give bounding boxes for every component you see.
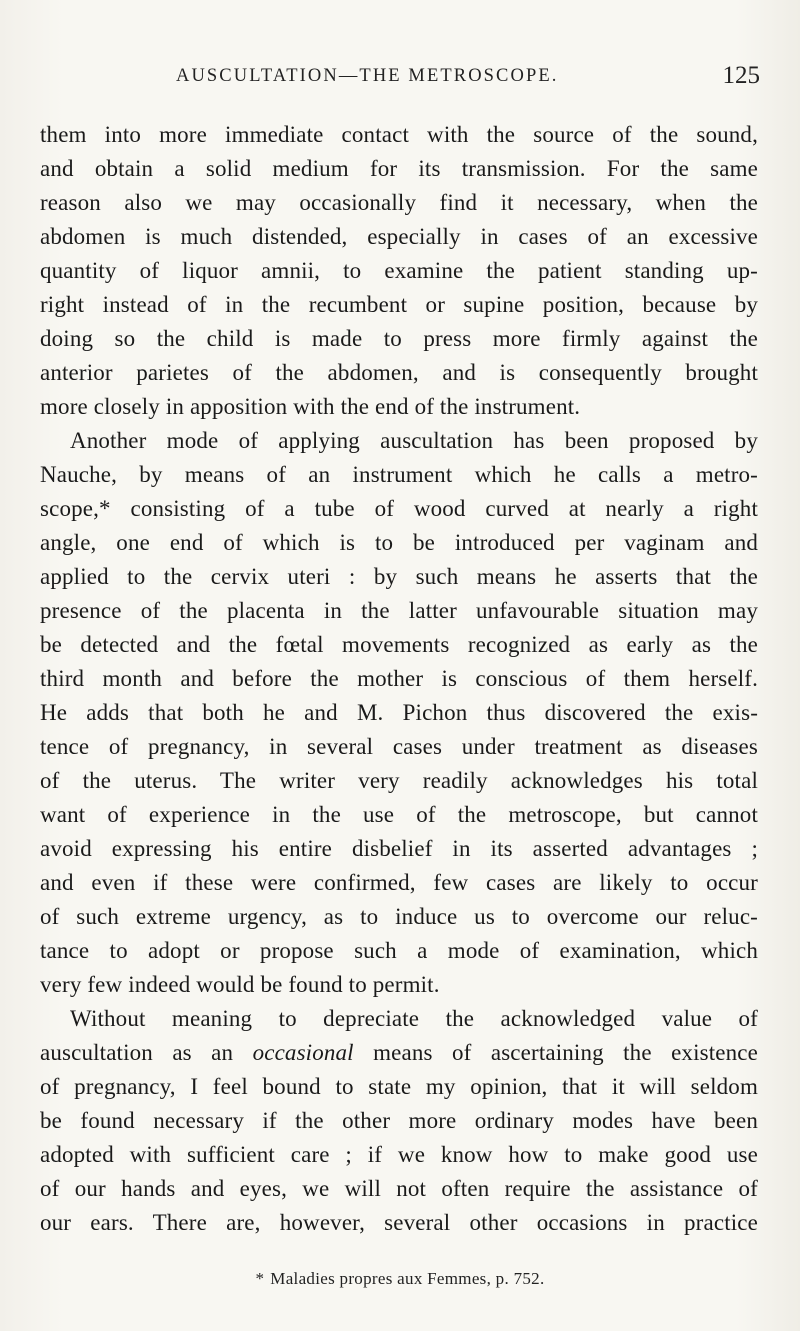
footnote [0,1269,800,1289]
body-text [40,118,758,1240]
text-line: He adds that both he and M. Pichon thus discovered the exis- [40,700,758,725]
text-line: be detected and the fœtal movements recognized as early as the [40,632,758,657]
text-line: of pregnancy, I feel bound to state my opinion, that it will seldom [40,1074,758,1099]
text-line: adopted with sufficient care ; if we know how to make good use [40,1142,758,1167]
running-head: AUSCULTATION—THE METROSCOPE. [176,66,559,86]
text-line: them into more immediate contact with the source of the sound, [40,122,758,147]
page-header [40,62,758,98]
text-line: tance to adopt or propose such a mode of examination, which [40,938,758,963]
text-line: Another mode of applying auscultation has been proposed by [70,428,758,453]
text-line: Nauche, by means of an instrument which he calls a metro- [40,462,758,487]
text-line: third month and before the mother is conscious of them herself. [40,666,758,691]
footnote-text: Maladies propres aux Femmes, p. 752. [270,1269,545,1288]
text-line: angle, one end of which is to be introduced per vaginam and [40,530,758,555]
text-line: more closely in apposition with the end of the instrument. [40,394,581,419]
text-line: and obtain a solid medium for its transmission. For the same [40,156,758,181]
text-line: tence of pregnancy, in several cases under treatment as diseases [40,734,758,759]
text-line: anterior parietes of the abdomen, and is consequently brought [40,360,758,385]
text-line: presence of the placenta in the latter unfavourable situation may [40,598,758,623]
text-line: and even if these were confirmed, few cases are likely to occur [40,870,758,895]
text-line: very few indeed would be found to permit. [40,972,440,997]
text-segment: auscultation as an [40,1040,253,1065]
text-line: of the uterus. The writer very readily acknowledges his total [40,768,758,793]
italic-word: occasional [252,1040,354,1065]
text-line: doing so the child is made to press more firmly against the [40,326,758,351]
text-line: Without meaning to depreciate the acknowledged value of [70,1006,758,1031]
text-line: right instead of in the recumbent or supine position, because by [40,292,758,317]
text-line: reason also we may occasionally find it necessary, when the [40,190,758,215]
paragraph-2 [40,424,758,1002]
paragraph-1 [40,118,758,424]
text-segment: means of ascertaining the existence [353,1040,758,1065]
text-line: be found necessary if the other more ordinary modes have been [40,1108,758,1133]
text-line: of such extreme urgency, as to induce us to overcome our reluc- [40,904,758,929]
text-line: our ears. There are, however, several other occasions in practice [40,1210,758,1235]
text-line: of our hands and eyes, we will not often require the assistance of [40,1176,758,1201]
page-number: 125 [722,62,760,89]
text-line: avoid expressing his entire disbelief in its asserted advantages ; [40,836,758,861]
text-line-with-italic [40,1036,758,1070]
footnote-marker: * [255,1269,265,1288]
text-line: want of experience in the use of the metroscope, but cannot [40,802,758,827]
text-line: scope,* consisting of a tube of wood curved at nearly a right [40,496,758,521]
text-line: applied to the cervix uteri : by such means he asserts that the [40,564,758,589]
paragraph-3 [40,1002,758,1240]
text-line: quantity of liquor amnii, to examine the patient standing up- [40,258,758,283]
text-line: abdomen is much distended, especially in cases of an excessive [40,224,758,249]
